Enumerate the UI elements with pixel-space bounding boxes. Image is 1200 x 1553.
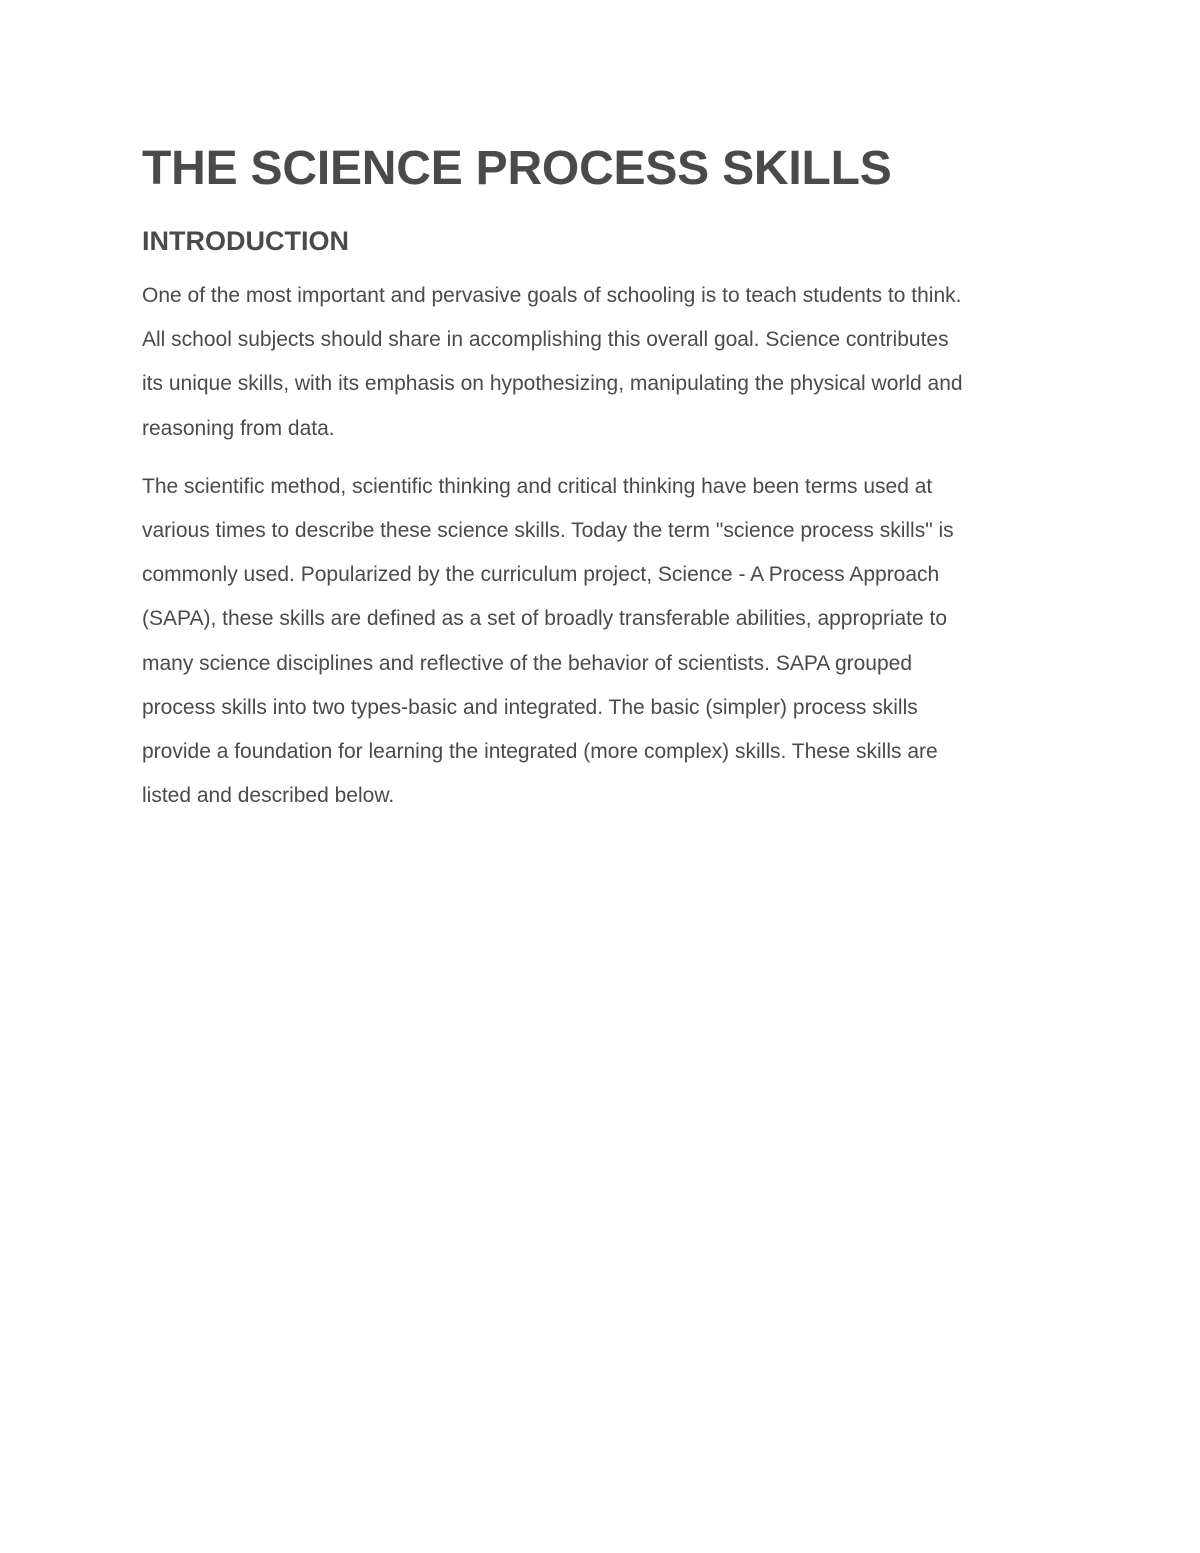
paragraph-line: its unique skills, with its emphasis on hypothesizing, manipulating the physical world and — [142, 372, 963, 396]
intro-paragraph-2 — [142, 465, 1072, 819]
paragraph-line: commonly used. Popularized by the curriculum project, Science - A Process Approach — [142, 563, 940, 587]
paragraph-line: listed and described below. — [142, 784, 395, 808]
paragraph-line: provide a foundation for learning the integrated (more complex) skills. These skills are — [142, 740, 938, 764]
paragraph-line: various times to describe these science skills. Today the term "science process skills" is — [142, 519, 954, 543]
paragraph-line: The scientific method, scientific thinking and critical thinking have been terms used at — [142, 474, 933, 498]
document-title: THE SCIENCE PROCESS SKILLS — [142, 142, 892, 195]
section-heading-introduction: INTRODUCTION — [142, 226, 349, 256]
intro-paragraph-1 — [142, 274, 1072, 451]
paragraph-line: process skills into two types-basic and integrated. The basic (simpler) process skills — [142, 695, 918, 719]
paragraph-line: reasoning from data. — [142, 416, 335, 440]
paragraph-line: (SAPA), these skills are defined as a set of broadly transferable abilities, appropriate to — [142, 607, 948, 631]
document-content — [142, 140, 1072, 818]
paragraph-line: All school subjects should share in accomplishing this overall goal. Science contributes — [142, 328, 949, 352]
paragraph-line: One of the most important and pervasive goals of schooling is to teach students to think. — [142, 284, 962, 307]
paragraph-line: many science disciplines and reflective of the behavior of scientists. SAPA grouped — [142, 651, 913, 675]
